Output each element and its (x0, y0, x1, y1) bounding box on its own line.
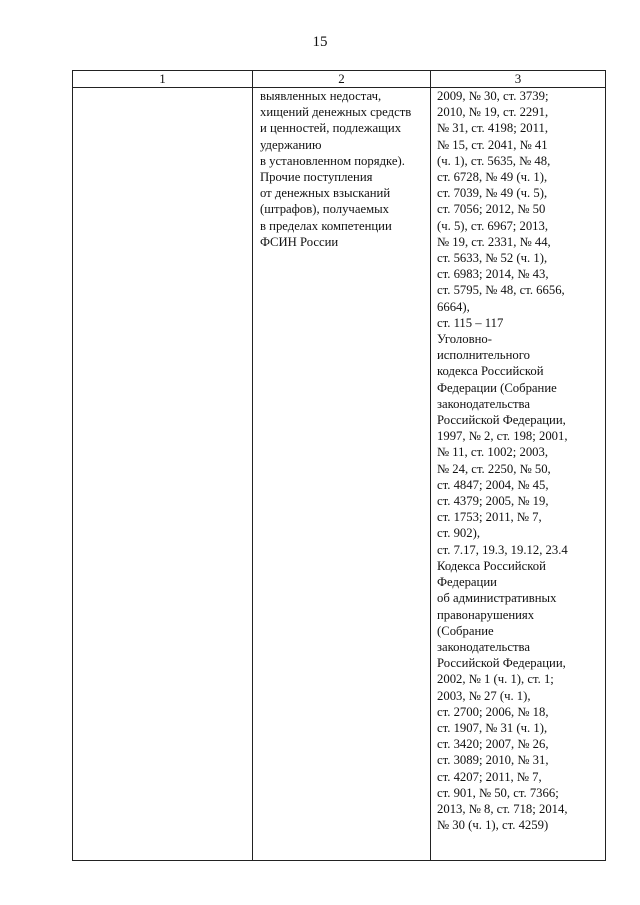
cell-col-2 (253, 88, 431, 861)
col-2-text-line: выявленных недостач, (260, 89, 382, 103)
col-3-text-line: (Собрание (437, 623, 494, 638)
col-3-text-line: ст. 4207; 2011, № 7, (437, 769, 542, 784)
col-3-text-line: ст. 3420; 2007, № 26, (437, 737, 549, 752)
col-3-text-line: 2002, № 1 (ч. 1), ст. 1; (437, 672, 554, 687)
col-3-text-line: об административных (437, 591, 557, 606)
col-3-text-line: ст. 901, № 50, ст. 7366; (437, 785, 559, 800)
col-3-text-line: ст. 1753; 2011, № 7, (437, 510, 542, 525)
cell-col-3 (431, 88, 606, 861)
col-3-text-line: ст. 6983; 2014, № 43, (437, 267, 549, 282)
col-2-text-line: в пределах компетенции (260, 218, 392, 233)
col-3-text-line: № 11, ст. 1002; 2003, (437, 445, 549, 460)
col-3-text-line: ст. 5795, № 48, ст. 6656, (437, 283, 565, 298)
col-3-text-line: 1997, № 2, ст. 198; 2001, (437, 429, 568, 444)
col-3-text-line: 6664), (437, 299, 470, 314)
column-header-3: 3 (431, 71, 606, 88)
col-3-text-line: кодекса Российской (437, 364, 544, 379)
cell-col-1 (73, 88, 253, 861)
col-3-text-line: Уголовно- (437, 332, 492, 347)
col-3-text-line: ст. 4847; 2004, № 45, (437, 477, 549, 492)
col-3-text-line: № 19, ст. 2331, № 44, (437, 234, 551, 249)
col-3-text-line: ст. 902), (437, 526, 480, 541)
col-3-text-line: правонарушениях (437, 607, 535, 622)
col-3-text-line: 2003, № 27 (ч. 1), (437, 688, 531, 703)
col-3-text-line: ст. 2700; 2006, № 18, (437, 704, 549, 719)
col-3-text-line: (ч. 1), ст. 5635, № 48, (437, 153, 551, 168)
col-2-text-line: (штрафов), получаемых (260, 202, 389, 217)
col-3-text-line: ст. 4379; 2005, № 19, (437, 494, 549, 509)
content-table (72, 70, 606, 861)
page-number: 15 (312, 34, 328, 50)
col-2-text-line: и ценностей, подлежащих (260, 121, 402, 136)
col-3-text-line: ст. 5633, № 52 (ч. 1), (437, 251, 548, 266)
col-3-text-line: ст. 6728, № 49 (ч. 1), (437, 170, 548, 185)
col-3-text-line: Федерации (Собрание (437, 380, 557, 395)
col-3-text-line: (ч. 5), ст. 6967; 2013, (437, 218, 549, 233)
column-header-2: 2 (253, 71, 431, 88)
col-3-text-line: Российской Федерации, (437, 413, 566, 428)
col-3-text-line: законодательства (437, 396, 530, 411)
col-3-text-line: Кодекса Российской (437, 558, 546, 573)
col-3-text-line: 2010, № 19, ст. 2291, (437, 105, 549, 120)
col-3-text-line: ст. 7039, № 49 (ч. 5), (437, 186, 548, 201)
col-3-text-line: ст. 7.17, 19.3, 19.12, 23.4 (437, 542, 568, 557)
col-2-text-line: хищений денежных средств (260, 105, 412, 120)
col-3-text-line: законодательства (437, 639, 530, 654)
col-3-text-line: ст. 115 – 117 (437, 315, 504, 330)
col-3-text-line: ст. 3089; 2010, № 31, (437, 753, 549, 768)
col-2-text-line: Прочие поступления (260, 170, 373, 185)
table-header-row (73, 71, 606, 88)
col-3-text-line: Федерации (437, 575, 497, 590)
cell-col-3-lines (434, 88, 602, 833)
col-3-text-line: 2009, № 30, ст. 3739; (437, 89, 549, 103)
col-2-text-line: в установленном порядке). (260, 153, 405, 168)
cell-col-2-lines (256, 88, 427, 250)
col-3-text-line: Российской Федерации, (437, 656, 566, 671)
table-row (73, 88, 606, 861)
col-3-text-line: 2013, № 8, ст. 718; 2014, (437, 801, 568, 816)
col-3-text-line: ст. 1907, № 31 (ч. 1), (437, 720, 548, 735)
col-2-text-line: ФСИН России (260, 234, 339, 249)
col-3-text-line: № 15, ст. 2041, № 41 (437, 137, 548, 152)
col-2-text-line: от денежных взысканий (260, 186, 391, 201)
col-3-text-line: исполнительного (437, 348, 530, 363)
col-3-text-line: № 30 (ч. 1), ст. 4259) (437, 818, 549, 833)
col-3-text-line: № 31, ст. 4198; 2011, (437, 121, 549, 136)
column-header-1: 1 (73, 71, 253, 88)
col-2-text-line: удержанию (260, 137, 322, 152)
col-3-text-line: № 24, ст. 2250, № 50, (437, 461, 551, 476)
col-3-text-line: ст. 7056; 2012, № 50 (437, 202, 546, 217)
